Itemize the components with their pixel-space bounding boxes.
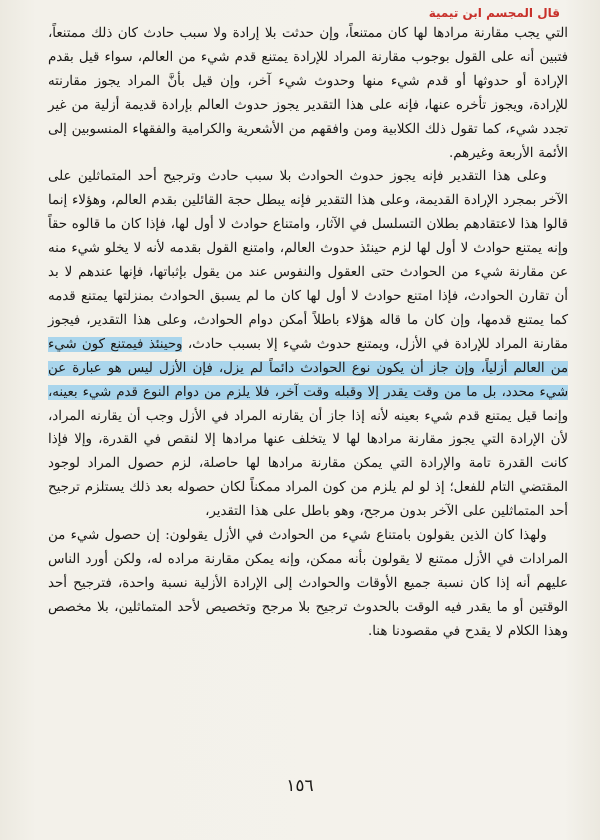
paragraph-2	[48, 165, 568, 524]
paragraph-2-end: وإنما قيل يمتنع قدم شيء بعينه لأنه إذا جاز أن يقارنه المراد في الأزل وجب أن يقارنه المراد، لأن الإرادة التي يجوز مقارنة مرادها لها لا يتخلف عنها مرادها إلا لنقص في القدرة، وإلا فإذا كانت القدرة تامة والإرادة التي يمكن مقارنة مرادها لها حاصلة، لزم حصول المراد لوجود المقتضي التام للفعل؛ إذ لو لم يلزم من كون المراد ممكناً لكان حصوله بعد ذلك يستلزم ترجيح أحد المتماثلين على الآخر بدون مرجح، وهو باطل على هذا التقدير،	[48, 408, 568, 520]
highlighted-passage: وحينئذ فيمتنع كون شيء من العالم أزلياً، وإن جاز أن يكون نوع الحوادث دائماً لم يزل، فإن الأزل ليس هو عبارة عن شيء محدد، بل ما من وقت يقدر إلا وقبله وقت آخر، فلا يلزم من دوام النوع قدم شيء بعينه،	[48, 336, 568, 400]
paragraph-2-start: وعلى هذا التقدير فإنه يجوز حدوث الحوادث بلا سبب حادث وترجيح أحد المتماثلين على الآخر بمجرد الإرادة القديمة، وعلى هذا التقدير فإنه يبطل حجة القائلين بقدم العالم، وهؤلاء إنما قالوا هذا لاعتقادهم بطلان التسلسل في الآثار، وامتناع حوادث لا أول لها، فإذا كان ما قالوه حقاً وإنه يمتنع حوادث لا أول لها لزم حينئذ حدوث العالم، وامتنع القول بقدمه لأنه لا يخلو شيء منه عن مقارنة شيء من الحوادث حتى العقول والنفوس عند من يقول بإثباتها، فإنها عندهم لا بد أن تقارن الحوادث، فإذا امتنع حوادث لا أول لها كان ما لم يسبق الحوادث بمنزلتها يمتنع قدمه كما يمتنع قدمها، وإن كان ما قاله هؤلاء باطلاً أمكن دوام الحوادث، وعلى هذا التقدير، فيجوز مقارنة المراد للإرادة في الأزل، ويمتنع حدوث شيء إلا بسبب حادث،	[48, 169, 568, 352]
paragraph-1: التي يجب مقارنة مرادها لها كان ممتنعاً، وإن حدثت بلا إرادة ولا سبب حادث كان ذلك ممتنعاً، فتبين أنه على القول بوجوب مقارنة المراد للإرادة يمتنع قدم شيء من العالم، سواء قيل بقدم الإرادة أو حدوثها أو قدم شيء منها وحدوث شيء آخر، وإن قيل بأنَّ المراد يجوز مقارنته للإرادة، ويجوز تأخره عنها، فإنه على هذا التقدير يجوز حدوث العالم بإرادة قديمة أزلية من غير تجدد شيء، كما تقول ذلك الكلابية ومن وافقهم من الأشعرية والكرامية والفقهاء المنسوبين إلى الأئمة الأربعة وغيرهم.	[48, 26, 568, 161]
paragraph-3: ولهذا كان الذين يقولون بامتناع شيء من الحوادث في الأزل يقولون: إن حصول شيء من المرادات في الأزل ممتنع لا يقولون بأنه ممكن، وإنه يمكن مقارنة مراده له، ولكن أورد الناس عليهم أنه إذا كان نسبة جميع الأوقات والحوادث إلى الإرادة الأزلية نسبة واحدة، فترجيح أحد الوقتين أو ما يقدر فيه الوقت بالحدوث ترجيح بلا مرجح وتخصيص لأحد المتماثلين، بلا مخصص وهذا الكلام لا يقدح في مقصودنا هنا.	[48, 528, 568, 639]
page-number: ١٥٦	[286, 776, 314, 796]
running-header: قال المجسم ابن تيمية	[428, 6, 560, 20]
body-text	[48, 22, 568, 644]
